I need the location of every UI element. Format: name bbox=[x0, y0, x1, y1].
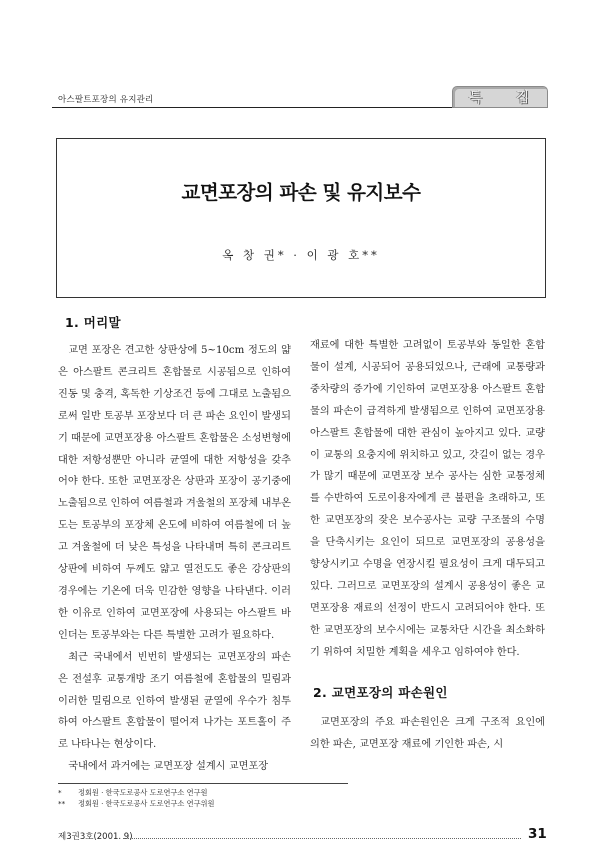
footnote-mark: ** bbox=[58, 799, 66, 808]
body-paragraph: 교면포장의 주요 파손원인은 크게 구조적 요인에 의한 파손, 교면포장 재료에 기인한 파손, 시 bbox=[310, 717, 545, 750]
footnote-item bbox=[58, 787, 214, 798]
body-paragraph: 최근 국내에서 빈번히 발생되는 교면포장의 파손은 전설후 교통개방 조기 여름철에 혼합물의 밀림과 이러한 밀림으로 인하여 발생된 균열에 우수가 침투하여 아스팔트 혼합물이 떨어져 나가는 포트홀이 주로 나타나는 현상이다. bbox=[58, 651, 291, 751]
feature-section-tab bbox=[452, 86, 548, 108]
body-paragraph: 재료에 대한 특별한 고려없이 토공부와 동일한 혼합물이 설계, 시공되어 공용되었으나, 근래에 교통량과 중차량의 증가에 기인하여 교면포장용 아스팔트 혼합물의 파손이 급격하게 발생됨으로 인하여 교면포장용 아스팔트 혼합물에 대한 관심이 높아지고 있다. 교량이 교통의 요충지에 위치하고 있고, 갓길이 없는 경우가 많기 때문에 교면포장 보수 공사는 심한 교통정체를 수반하여 도로이용자에게 큰 불편을 초래하고, 또한 교면포장의 잦은 보수공사는 교량 구조물의 수명을 단축시키는 요인이 되므로 교면포장의 공용성을 향상시키고 수명을 연장시킬 필요성이 크게 대두되고 있다. 그러므로 교면포장의 설계시 공용성이 좋은 교면포장용 재료의 선정이 반드시 고려되어야 한다. 또한 교면포장의 보수시에는 교통차단 시간을 최소화하기 위하여 치밀한 계획을 세우고 임하여야 한다. bbox=[310, 340, 545, 658]
footnote-rule bbox=[58, 783, 348, 784]
body-paragraph: 교면 포장은 견고한 상판상에 5~10cm 정도의 얇은 아스팔트 콘크리트 혼합물로 시공됨으로 인하여 진동 및 충격, 혹독한 기상조건 등에 그대로 노출됨으로써 일반 토공부 포장보다 더 큰 파손 요인이 발생되기 때문에 교면포장용 아스팔트 혼합물은 소성변형에 대한 저항성뿐만 아니라 균열에 대한 저항성을 갖추어야 한다. 또한 교면포장은 상판과 포장이 공기중에 노출됨으로 인하여 여름철과 겨울철의 포장체 내부온도는 토공부의 포장체 온도에 비하여 여름철에 더 높고 겨울철에 더 낮은 특성을 나타내며 특히 콘크리트 상판에 비하여 두께도 얇고 열전도도 좋은 강상판의 경우에는 기온에 더욱 민감한 영향을 나타낸다. 이러한 이유로 인하여 교면포장에 사용되는 아스팔트 바인더는 토공부와는 다른 특별한 고려가 필요하다. bbox=[58, 345, 291, 641]
feature-tab-left-char: 특 bbox=[468, 90, 485, 106]
feature-tab-right-char: 집 bbox=[515, 90, 532, 106]
footnote-text: 정회원 · 한국도로공사 도로연구소 연구위원 bbox=[78, 799, 215, 808]
section-heading-introduction: 1. 머리말 bbox=[65, 315, 121, 330]
running-head-title: 아스팔트포장의 유지관리 bbox=[58, 95, 154, 105]
body-paragraph: 국내에서 과거에는 교면포장 설계시 교면포장 bbox=[68, 761, 269, 773]
article-title: 교면포장의 파손 및 유지보수 bbox=[181, 181, 421, 204]
left-column bbox=[58, 340, 291, 778]
section-heading-damage-causes: 2. 교면포장의 파손원인 bbox=[313, 685, 448, 700]
title-box bbox=[56, 138, 546, 298]
right-column-continued bbox=[310, 712, 545, 756]
footnote-mark: * bbox=[58, 788, 62, 797]
footer-issue: 제3권3호(2001. 9) bbox=[58, 832, 133, 842]
right-column bbox=[310, 335, 545, 664]
footnote-text: 정회원 · 한국도로공사 도로연구소 연구원 bbox=[78, 788, 208, 797]
footnote-item bbox=[58, 798, 214, 809]
footnotes bbox=[58, 787, 214, 809]
page-number: 31 bbox=[528, 826, 547, 842]
article-authors: 옥 창 권* · 이 광 호** bbox=[222, 248, 380, 262]
footer-leader-dots bbox=[123, 838, 521, 839]
